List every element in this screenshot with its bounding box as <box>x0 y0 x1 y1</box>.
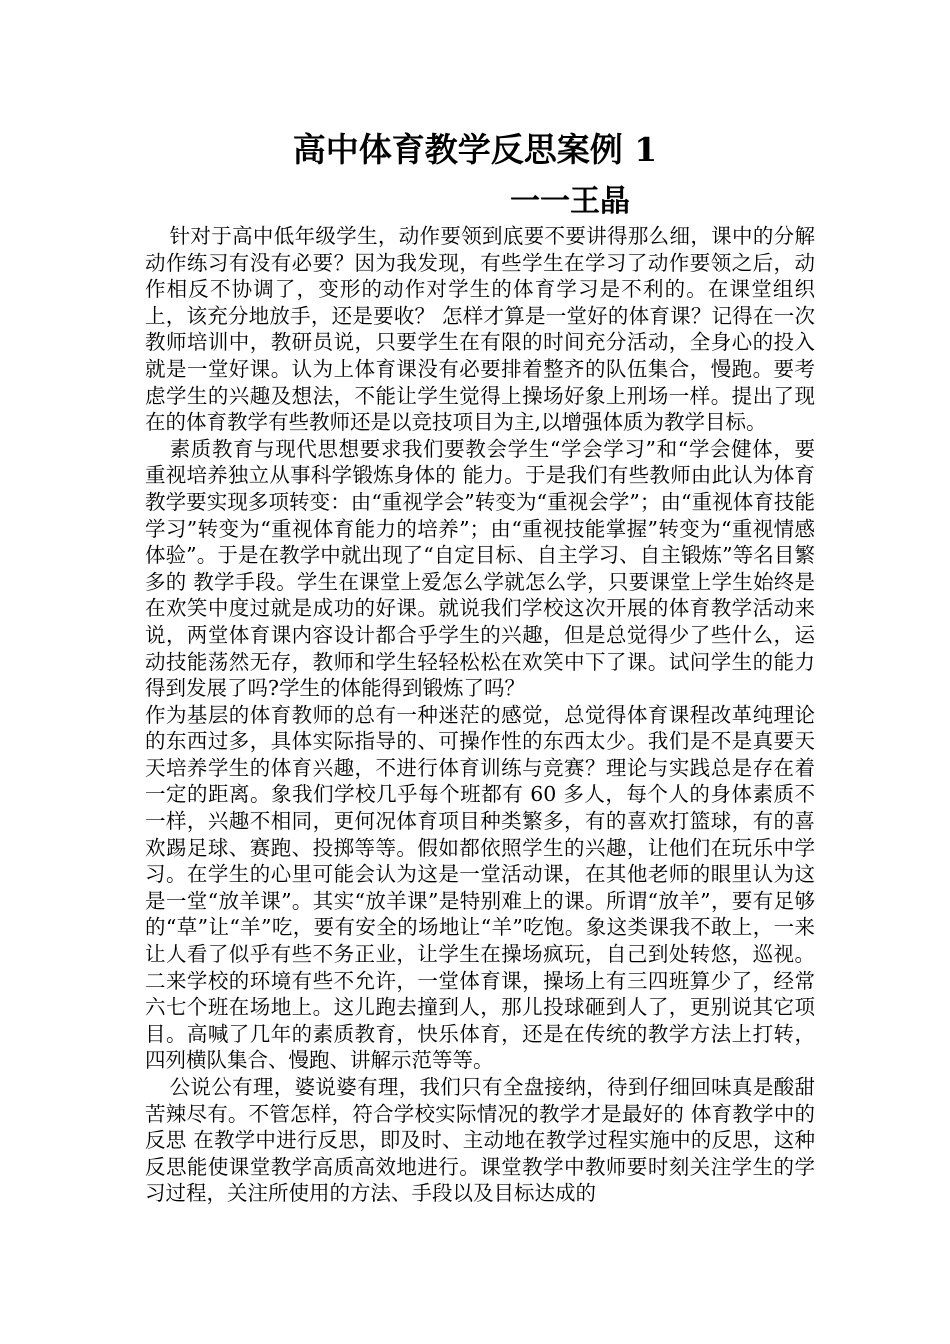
paragraph-2: 素质教育与现代思想要求我们要教会学生“学会学习”和“学会健体，要重视培养独立从事科学锻炼身体的 能力。于是我们有些教师由此认为体育教学要实现多项转变：由“重视学会”转变为“重视会学”；由“重视体育技能学习”转变为“重视体育能力的培养”；由“重视技能掌握”转变为“重视情感体验”。于是在教学中就出现了“自定目标、自主学习、自主锻炼”等名目繁多的 教学手段。学生在课堂上爱怎么学就怎么学，只要课堂上学生始终是在欢笑中度过就是成功的好课。就说我们学校这次开展的体育教学活动来说，两堂体育课内容设计都合乎学生的兴趣，但是总觉得少了些什么，运动技能荡然无存，教师和学生轻轻松松在欢笑中下了课。试问学生的能力得到发展了吗?学生的体能得到锻炼了吗？ <box>145 436 815 701</box>
paragraph-4: 公说公有理，婆说婆有理，我们只有全盘接纳，待到仔细回味真是酸甜苦辣尽有。不管怎样，符合学校实际情况的教学才是最好的 体育教学中的反思 在教学中进行反思，即及时、主动地在教学过程实施中的反思，这种反思能使课堂教学高质高效地进行。课堂教学中教师要时刻关注学生的学习过程，关注所使用的方法、手段以及目标达成的 <box>145 1075 815 1206</box>
document-title: 高中体育教学反思案例 1 <box>292 130 658 169</box>
paragraph-3: 作为基层的体育教师的总有一种迷茫的感觉，总觉得体育课程改革纯理论的东西过多，具体实际指导的、可操作性的东西太少。我们是不是真要天天培养学生的体育兴趣，不进行体育训练与竞赛？理论与实践总是存在着一定的距离。象我们学校几乎每个班都有 60 多人，每个人的身体素质不一样，兴趣不相同，更何况体育项目种类繁多，有的喜欢打篮球，有的喜欢踢足球、赛跑、投掷等等。假如都依照学生的兴趣，让他们在玩乐中学习。在学生的心里可能会认为这是一堂活动课，在其他老师的眼里认为这是一堂“放羊课”。其实“放羊课”是特别难上的课。所谓“放羊”，要有足够的“草”让“羊”吃，要有安全的场地让“羊”吃饱。象这类课我不敢上，一来让人看了似乎有些不务正业，让学生在操场疯玩，自己到处转悠，巡视。二来学校的环境有些不允许，一堂体育课，操场上有三四班算少了，经常六七个班在场地上。这儿跑去撞到人，那儿投球砸到人了，更别说其它项目。高喊了几年的素质教育，快乐体育，还是在传统的教学方法上打转，四列横队集合、慢跑、讲解示范等等。 <box>145 702 815 1073</box>
paragraph-1: 针对于高中低年级学生，动作要领到底要不要讲得那么细，课中的分解动作练习有没有必要？因为我发现，有些学生在学习了动作要领之后，动作相反不协调了，变形的动作对学生的体育学习是不利的。在课堂组织上，该充分地放手，还是要收？ 怎样才算是一堂好的体育课？记得在一次教师培训中，教研员说，只要学生在有限的时间充分活动，全身心的投入就是一堂好课。认为上体育课没有必要排着整齐的队伍集合，慢跑。要考虑学生的兴趣及想法，不能让学生觉得上操场好象上刑场一样。提出了现在的体育教学有些教师还是以竞技项目为主,以增强体质为教学目标。 <box>145 224 815 435</box>
document-body <box>145 223 815 1207</box>
document-author: 一一王晶 <box>510 184 630 219</box>
